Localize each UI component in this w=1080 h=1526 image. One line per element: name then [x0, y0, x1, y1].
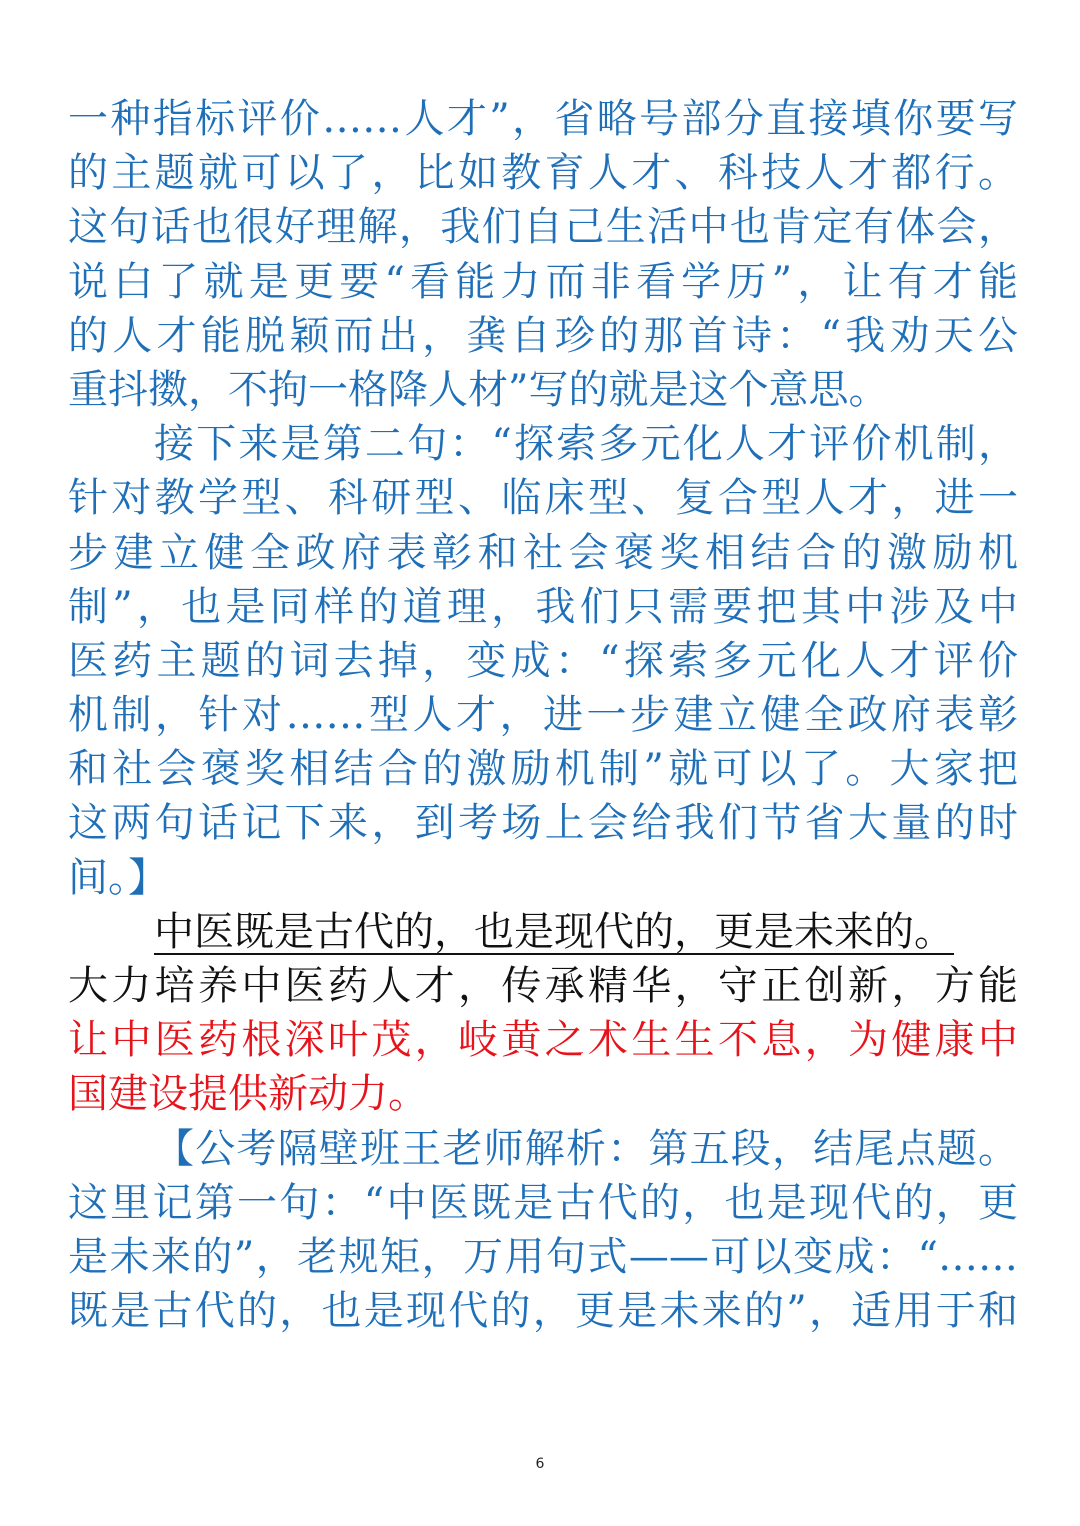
- text-line: 这句话也很好理解，我们自己生活中也肯定有体会，: [68, 204, 1018, 251]
- text-line: 制”，也是同样的道理，我们只需要把其中涉及中: [68, 583, 1018, 630]
- text-line: 【公考隔壁班王老师解析：第五段，结尾点题。: [154, 1125, 1018, 1172]
- text-line: 机制，针对……型人才，进一步建立健全政府表彰: [68, 692, 1018, 739]
- underlined-text: 中医既是古代的，也是现代的，更是未来的。: [154, 908, 954, 955]
- article-paragraph: [68, 905, 1018, 1122]
- text-line: 的主题就可以了，比如教育人才、科技人才都行。: [68, 150, 1018, 197]
- text-line: 接下来是第二句：“探索多元化人才评价机制，: [154, 421, 1018, 468]
- text-line: 这两句话记下来，到考场上会给我们节省大量的时: [68, 800, 1018, 847]
- commentary-paragraph-3: [68, 1122, 1018, 1339]
- text-line: 这里记第一句：“中医既是古代的，也是现代的，更: [68, 1179, 1018, 1226]
- text-line: 针对教学型、科研型、临床型、复合型人才，进一: [68, 475, 1018, 522]
- text-line: 一种指标评价……人才”，省略号部分直接填你要写: [68, 96, 1018, 142]
- page-text: [68, 92, 1018, 1338]
- text-line: 间。】: [68, 854, 168, 901]
- page-number: 6: [535, 1456, 545, 1472]
- highlighted-text-line: 国建设提供新动力。: [68, 1071, 428, 1118]
- commentary-paragraph-2: [68, 417, 1018, 905]
- commentary-paragraph-1: [68, 92, 1018, 417]
- text-line: 重抖擞，不拘一格降人材”写的就是这个意思。: [68, 366, 889, 413]
- text-line: 步建立健全政府表彰和社会褒奖相结合的激励机: [68, 529, 1018, 576]
- text-line: 是未来的”，老规矩，万用句式——可以变成：“……: [68, 1233, 1018, 1280]
- text-line: 既是古代的，也是现代的，更是未来的”，适用于和: [68, 1288, 1018, 1335]
- text-line: 的人才能脱颖而出，龚自珍的那首诗：“我劝天公: [68, 312, 1018, 359]
- highlighted-text-line: 让中医药根深叶茂，岐黄之术生生不息，为健康中: [68, 1017, 1018, 1064]
- text-line: 和社会褒奖相结合的激励机制”就可以了。大家把: [68, 746, 1018, 793]
- text-line: 医药主题的词去掉，变成：“探索多元化人才评价: [68, 637, 1018, 684]
- underlined-key-sentence: [68, 905, 1018, 959]
- text-line: 说白了就是更要“看能力而非看学历”，让有才能: [68, 258, 1018, 305]
- text-line: 大力培养中医药人才，传承精华，守正创新，方能: [68, 963, 1018, 1009]
